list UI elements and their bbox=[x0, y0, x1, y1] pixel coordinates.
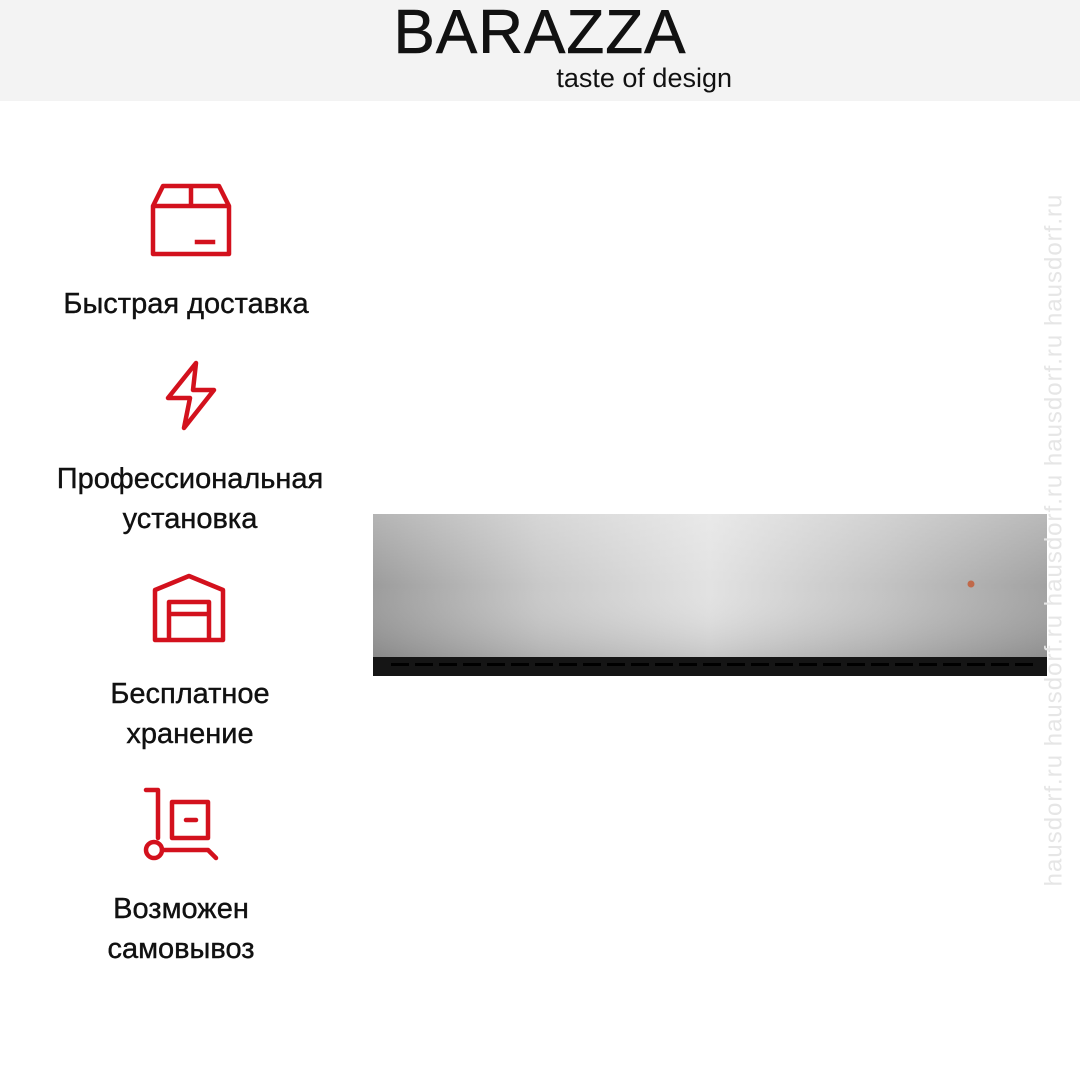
brand-tagline: taste of design bbox=[556, 63, 732, 93]
box-icon bbox=[149, 178, 233, 262]
feature-label: Быстрая доставка bbox=[63, 288, 309, 320]
product-image-warming-drawer bbox=[373, 514, 1047, 676]
feature-label: Бесплатное хранение bbox=[110, 678, 270, 750]
header bbox=[0, 0, 1080, 101]
watermark: hausdorf.ru hausdorf.ru hausdorf.ru hausdorf.ru hausdorf.ru bbox=[1040, 193, 1068, 887]
feature-label: Возможен самовывоз bbox=[107, 893, 255, 965]
hand-truck-icon bbox=[142, 786, 222, 866]
lightning-icon bbox=[162, 360, 222, 432]
warehouse-icon bbox=[151, 572, 227, 644]
indicator-light bbox=[968, 581, 975, 588]
feature-label: Профессиональная установка bbox=[56, 463, 324, 535]
brand-logo: BARAZZA bbox=[393, 0, 687, 67]
